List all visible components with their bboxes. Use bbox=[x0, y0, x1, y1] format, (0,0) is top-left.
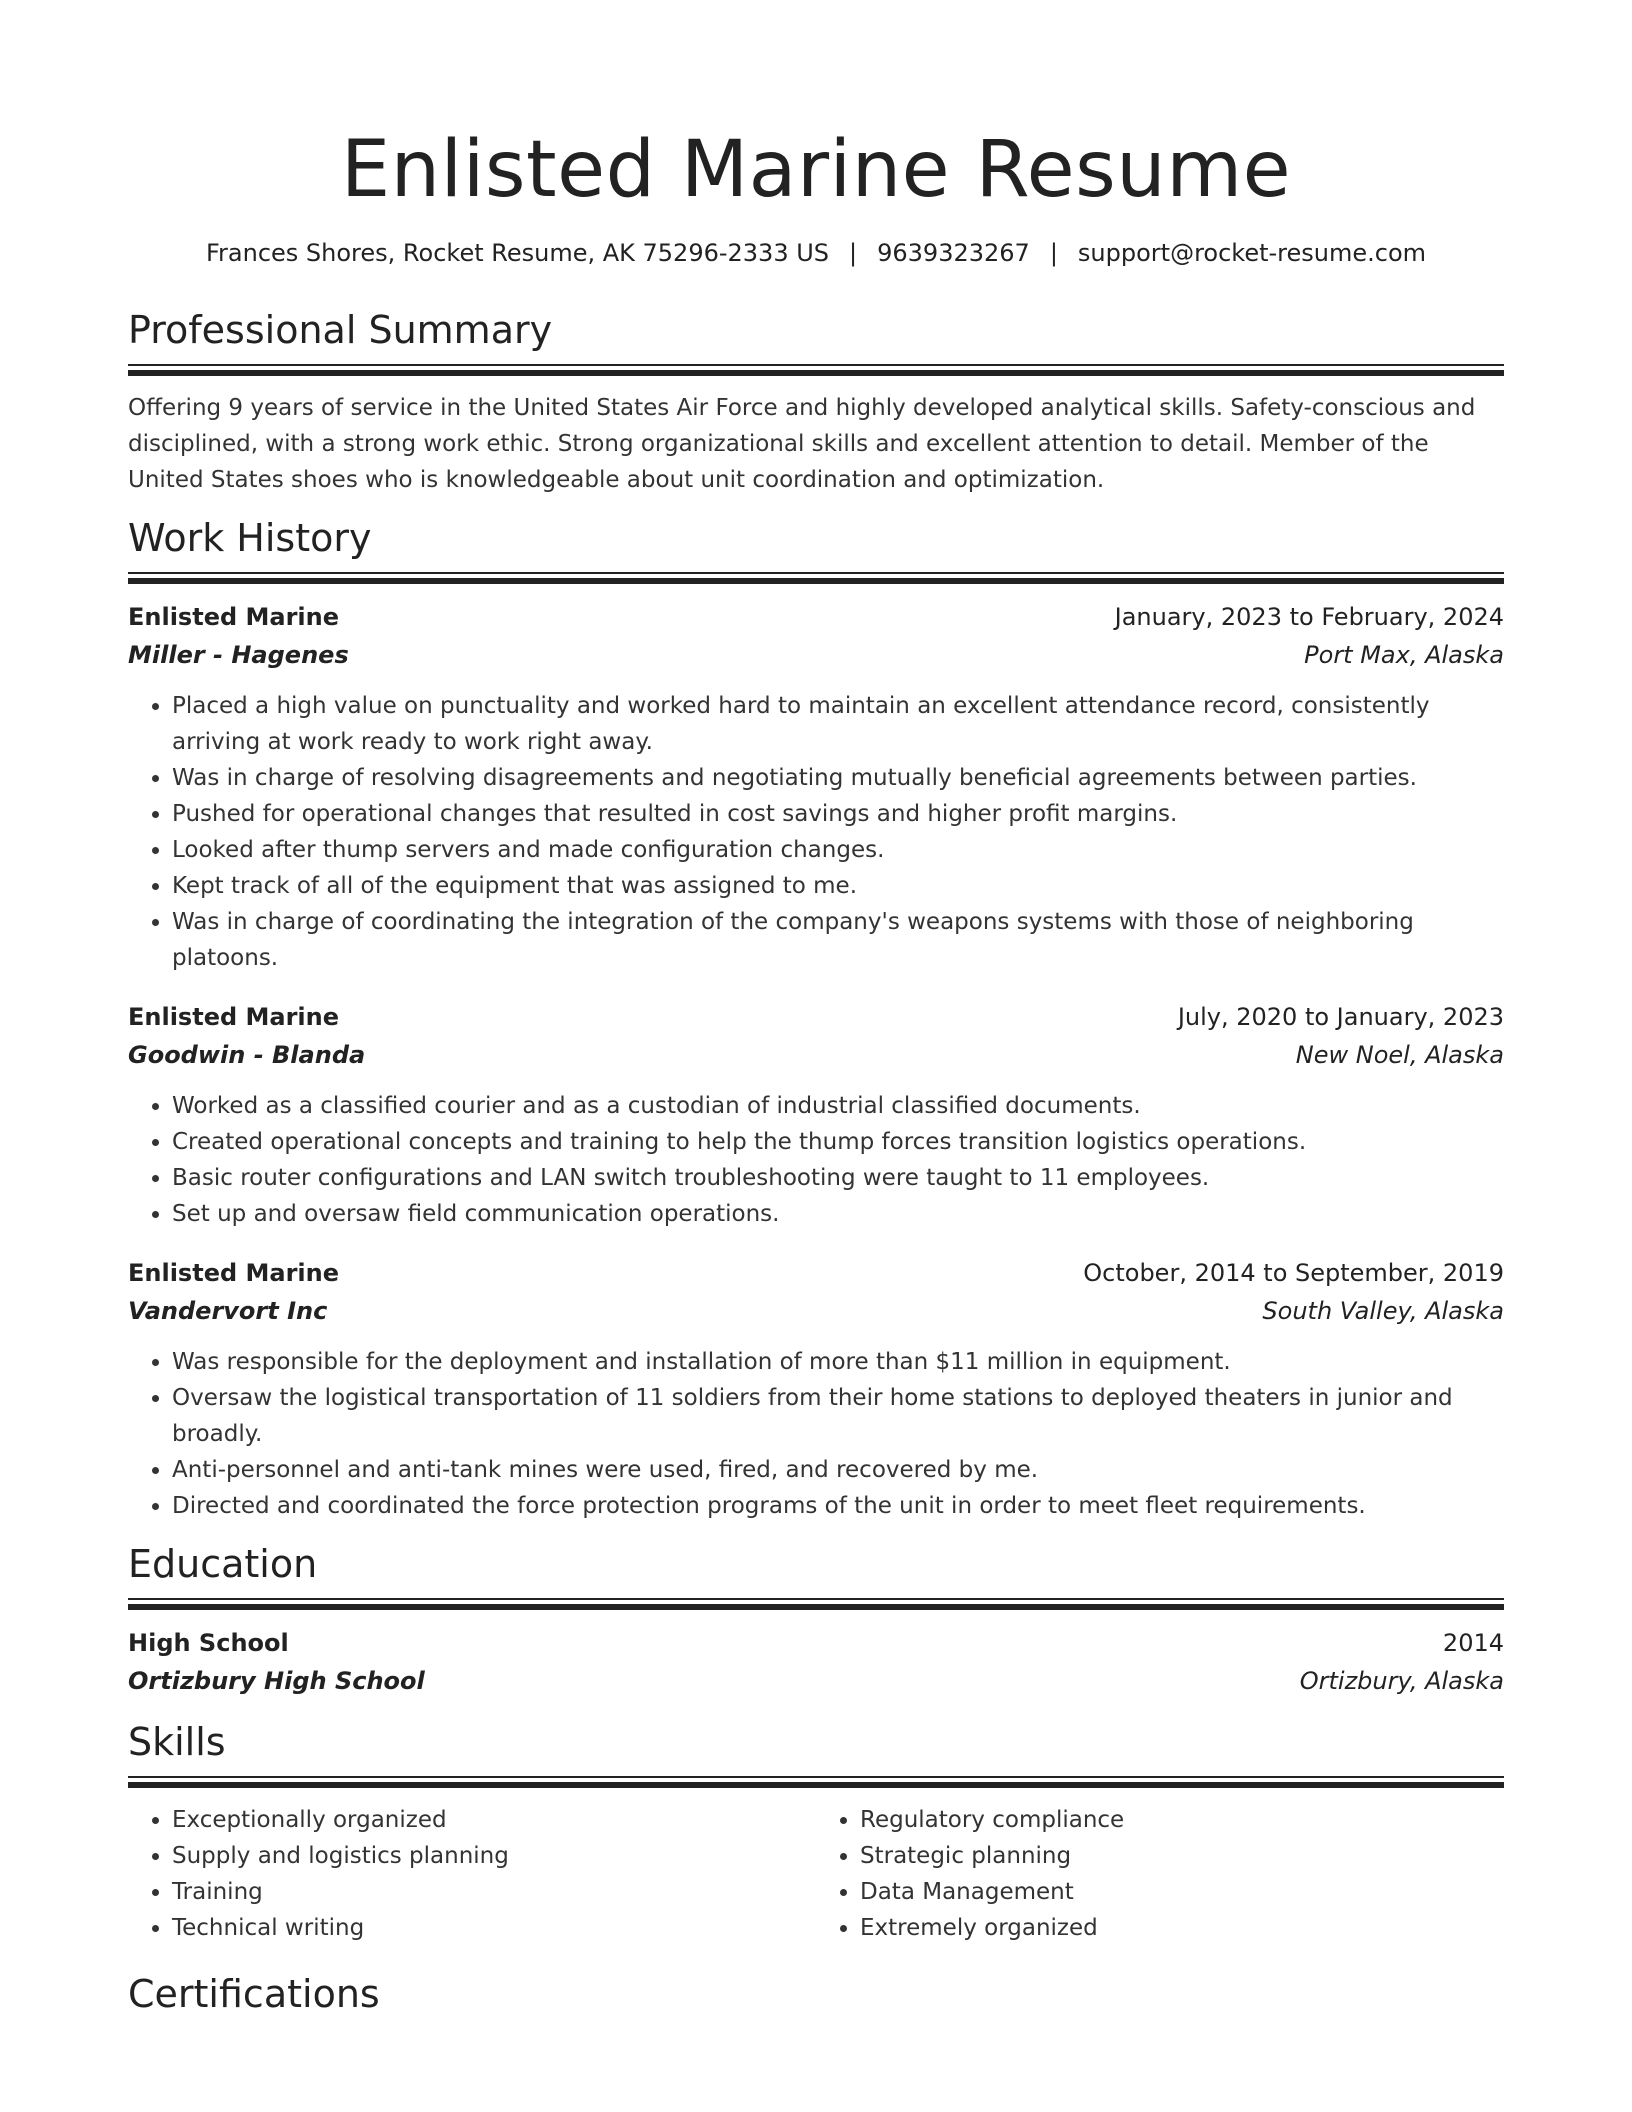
education-entry bbox=[128, 1624, 1504, 1700]
skills-list-left bbox=[128, 1802, 816, 1946]
job-location: New Noel, Alaska bbox=[1295, 1041, 1504, 1069]
job-bullet: • Pushed for operational changes that resulted in cost savings and higher profit margins. bbox=[172, 796, 1504, 832]
contact-separator: | bbox=[849, 239, 858, 267]
job-bullet: • Created operational concepts and training to help the thump forces transition logistics operations. bbox=[172, 1124, 1504, 1160]
job-dates: October, 2014 to September, 2019 bbox=[1083, 1259, 1504, 1287]
job-company: Miller - Hagenes bbox=[128, 641, 349, 669]
certifications-heading: Certifications bbox=[128, 1972, 380, 2016]
job-bullet: • Worked as a classified courier and as a custodian of industrial classified documents. bbox=[172, 1088, 1504, 1124]
summary-section bbox=[128, 306, 1504, 498]
job-bullet: • Kept track of all of the equipment that was assigned to me. bbox=[172, 868, 1504, 904]
job-dates: July, 2020 to January, 2023 bbox=[1177, 1003, 1504, 1031]
job-company: Goodwin - Blanda bbox=[128, 1041, 366, 1069]
work-history-section bbox=[128, 514, 1504, 1524]
job-bullet: • Was in charge of resolving disagreements and negotiating mutually beneficial agreements between parties. bbox=[172, 760, 1504, 796]
certifications-section bbox=[128, 1970, 1504, 2018]
skill-item: • Exceptionally organized bbox=[172, 1802, 816, 1838]
education-year: 2014 bbox=[1442, 1629, 1504, 1657]
skills-columns bbox=[128, 1802, 1504, 1946]
job-title: Enlisted Marine bbox=[128, 1259, 340, 1287]
skills-section bbox=[128, 1718, 1504, 1946]
skill-item: • Supply and logistics planning bbox=[172, 1838, 816, 1874]
education-school: Ortizbury High School bbox=[128, 1667, 425, 1695]
skill-item: • Training bbox=[172, 1874, 816, 1910]
education-section bbox=[128, 1540, 1504, 1700]
education-school-row bbox=[128, 1662, 1504, 1700]
job-title: Enlisted Marine bbox=[128, 603, 340, 631]
skill-item: • Data Management bbox=[860, 1874, 1504, 1910]
skill-item: • Regulatory compliance bbox=[860, 1802, 1504, 1838]
job-company: Vandervort Inc bbox=[128, 1297, 328, 1325]
resume-page bbox=[128, 0, 1504, 2018]
education-location: Ortizbury, Alaska bbox=[1299, 1667, 1504, 1695]
job-company-row bbox=[128, 1036, 1504, 1074]
job-entry bbox=[128, 998, 1504, 1232]
job-company-row bbox=[128, 636, 1504, 674]
education-degree: High School bbox=[128, 1629, 289, 1657]
job-bullet: • Oversaw the logistical transportation of 11 soldiers from their home stations to deployed theaters in junior and broadly. bbox=[172, 1380, 1504, 1452]
job-entry bbox=[128, 598, 1504, 976]
contact-separator: | bbox=[1049, 239, 1058, 267]
job-bullet: • Directed and coordinated the force protection programs of the unit in order to meet fleet requirements. bbox=[172, 1488, 1504, 1524]
job-bullet: • Looked after thump servers and made configuration changes. bbox=[172, 832, 1504, 868]
job-bullet: • Set up and oversaw field communication operations. bbox=[172, 1196, 1504, 1232]
job-location: Port Max, Alaska bbox=[1304, 641, 1504, 669]
job-dates: January, 2023 to February, 2024 bbox=[1114, 603, 1504, 631]
section-divider bbox=[128, 364, 1504, 376]
job-header-row bbox=[128, 1254, 1504, 1292]
section-divider bbox=[128, 572, 1504, 584]
contact-address: Frances Shores, Rocket Resume, AK 75296-2333 US bbox=[205, 239, 830, 267]
job-entry bbox=[128, 1254, 1504, 1524]
job-title: Enlisted Marine bbox=[128, 1003, 340, 1031]
skill-item: • Technical writing bbox=[172, 1910, 816, 1946]
job-bullet-list bbox=[128, 688, 1504, 976]
summary-heading: Professional Summary bbox=[128, 308, 553, 352]
contact-phone: 9639323267 bbox=[877, 239, 1030, 267]
job-bullet: • Placed a high value on punctuality and worked hard to maintain an excellent attendance record, consistently arriving at work ready to work right away. bbox=[172, 688, 1504, 760]
job-bullet: • Was responsible for the deployment and installation of more than $11 million in equipment. bbox=[172, 1344, 1504, 1380]
job-bullet: • Was in charge of coordinating the integration of the company's weapons systems with those of neighboring platoons. bbox=[172, 904, 1504, 976]
job-bullet: • Anti-personnel and anti-tank mines were used, fired, and recovered by me. bbox=[172, 1452, 1504, 1488]
job-bullet-list bbox=[128, 1088, 1504, 1232]
education-heading: Education bbox=[128, 1542, 318, 1586]
skill-item: • Extremely organized bbox=[860, 1910, 1504, 1946]
job-bullet-list bbox=[128, 1344, 1504, 1524]
section-divider bbox=[128, 1598, 1504, 1610]
work-history-heading: Work History bbox=[128, 516, 372, 560]
job-bullet: • Basic router configurations and LAN switch troubleshooting were taught to 11 employees. bbox=[172, 1160, 1504, 1196]
job-location: South Valley, Alaska bbox=[1262, 1297, 1504, 1325]
section-divider bbox=[128, 1776, 1504, 1788]
contact-email: support@rocket-resume.com bbox=[1077, 239, 1427, 267]
job-company-row bbox=[128, 1292, 1504, 1330]
skills-list-right bbox=[816, 1802, 1504, 1946]
skill-item: • Strategic planning bbox=[860, 1838, 1504, 1874]
job-header-row bbox=[128, 998, 1504, 1036]
summary-text: Offering 9 years of service in the United States Air Force and highly developed analytical skills. Safety-conscious and disciplined, with a strong work ethic. Strong organizational skills and excellent attention to detail. Member of the United States shoes who is knowledgeable about unit coordination and optimization. bbox=[128, 395, 1476, 493]
resume-title: Enlisted Marine Resume bbox=[340, 125, 1292, 215]
education-header-row bbox=[128, 1624, 1504, 1662]
skills-heading: Skills bbox=[128, 1720, 226, 1764]
job-header-row bbox=[128, 598, 1504, 636]
contact-line bbox=[128, 236, 1504, 270]
